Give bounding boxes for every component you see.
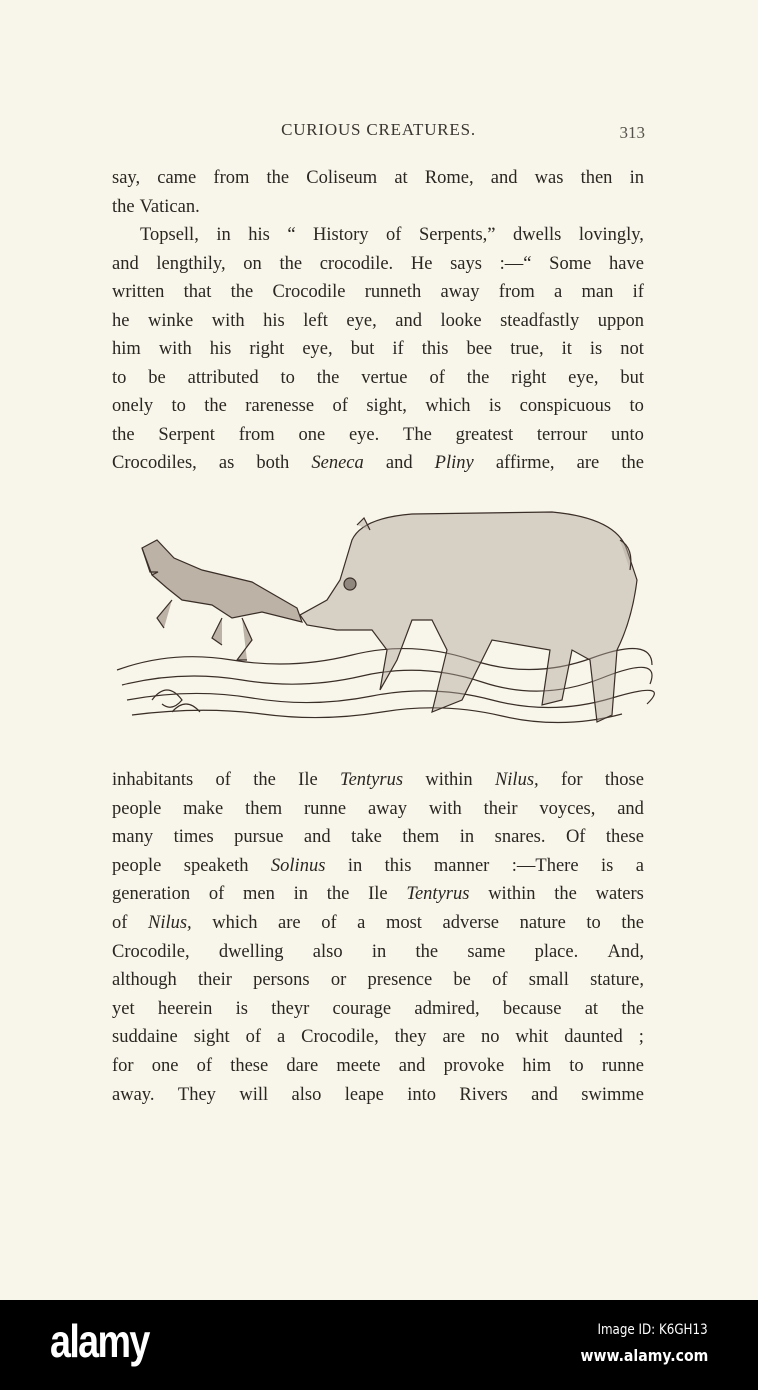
word: left bbox=[303, 310, 328, 331]
word: admired, bbox=[414, 998, 480, 1019]
text-line bbox=[112, 1025, 644, 1049]
word: people bbox=[112, 855, 162, 876]
word: a bbox=[357, 913, 366, 933]
word: of bbox=[215, 770, 231, 790]
page-number: 313 bbox=[619, 123, 645, 142]
word: says bbox=[450, 253, 482, 274]
word: dwells bbox=[513, 225, 562, 245]
word: with bbox=[211, 310, 245, 331]
word: to bbox=[171, 396, 186, 416]
word: in bbox=[216, 225, 231, 245]
italic-text: Pliny bbox=[434, 453, 474, 473]
word: his bbox=[248, 225, 270, 245]
word: written bbox=[112, 282, 165, 302]
word: one bbox=[298, 424, 326, 445]
italic-text: Tentyrus bbox=[339, 770, 404, 790]
word: away. bbox=[112, 1084, 155, 1105]
word: with bbox=[158, 339, 192, 359]
word: greatest bbox=[455, 424, 514, 445]
text-segment: and bbox=[385, 453, 413, 473]
word: take bbox=[351, 827, 382, 848]
word: :—There bbox=[511, 855, 579, 876]
word: eye, bbox=[302, 339, 333, 359]
word: bee bbox=[466, 339, 493, 359]
word: their bbox=[197, 970, 232, 991]
word: both bbox=[256, 453, 290, 473]
word: right bbox=[511, 367, 547, 388]
text-line bbox=[112, 366, 644, 390]
word: daunted bbox=[564, 1027, 623, 1048]
word: of bbox=[245, 1027, 262, 1048]
word: lovingly, bbox=[578, 225, 644, 245]
page-header bbox=[112, 120, 645, 146]
italic-text: Nilus, bbox=[147, 913, 192, 933]
word: the bbox=[279, 253, 303, 274]
word: not bbox=[620, 339, 644, 359]
text-line bbox=[112, 280, 644, 304]
word: in bbox=[293, 884, 308, 905]
word: his bbox=[209, 339, 232, 359]
word: at bbox=[584, 998, 599, 1019]
word: to bbox=[112, 367, 127, 388]
word: the bbox=[415, 941, 439, 962]
text-line bbox=[112, 1054, 644, 1078]
word: no bbox=[480, 1027, 500, 1048]
word: sight, bbox=[366, 396, 407, 416]
word: steadfastly bbox=[500, 310, 580, 331]
word: pursue bbox=[234, 827, 284, 848]
word: small bbox=[528, 970, 569, 991]
word: the bbox=[621, 913, 644, 933]
word: of bbox=[492, 970, 508, 991]
word: or bbox=[330, 970, 347, 991]
word: nature bbox=[519, 913, 566, 933]
word: many bbox=[112, 827, 154, 848]
word: Crocodile bbox=[272, 282, 346, 302]
word: in bbox=[459, 827, 475, 848]
word: He bbox=[410, 253, 433, 274]
word: that bbox=[183, 282, 212, 302]
site-url: www.alamy.com bbox=[580, 1346, 708, 1365]
word: provoke bbox=[443, 1056, 505, 1076]
word: those bbox=[604, 770, 644, 790]
running-title: CURIOUS CREATURES. bbox=[281, 120, 476, 139]
word: also bbox=[291, 1084, 322, 1105]
word: man bbox=[581, 282, 614, 302]
word: of bbox=[208, 884, 225, 905]
word: because bbox=[502, 998, 562, 1019]
word: if bbox=[632, 282, 644, 302]
text-line bbox=[112, 882, 644, 906]
word: as bbox=[218, 453, 235, 473]
word: are bbox=[278, 913, 301, 933]
italic-text: Solinus bbox=[270, 855, 326, 876]
word: although bbox=[112, 970, 177, 991]
text-line bbox=[112, 195, 644, 219]
word: make bbox=[183, 798, 224, 819]
text-segment: within bbox=[425, 770, 473, 790]
text-line bbox=[112, 797, 644, 821]
word: with bbox=[428, 798, 462, 819]
word: then bbox=[580, 168, 613, 188]
word: conspicuous bbox=[519, 396, 612, 416]
word: the bbox=[554, 884, 577, 905]
word: meete bbox=[336, 1056, 381, 1076]
woodcut-illustration-crocodile-and-bear bbox=[112, 500, 657, 740]
text-segment: of bbox=[112, 913, 128, 933]
word: is bbox=[488, 396, 502, 416]
word: winke bbox=[147, 310, 194, 331]
word: a bbox=[554, 282, 563, 302]
word: the bbox=[621, 453, 644, 473]
word: whit bbox=[515, 1027, 549, 1048]
word: times bbox=[173, 827, 214, 848]
word: the bbox=[621, 998, 644, 1019]
text-line bbox=[112, 252, 644, 276]
word: affirme, bbox=[495, 453, 555, 473]
word: their bbox=[483, 798, 518, 819]
word: the bbox=[112, 424, 135, 445]
word: Of bbox=[565, 827, 586, 848]
word: yet bbox=[112, 998, 135, 1019]
word: attributed bbox=[187, 367, 259, 388]
word: manner bbox=[433, 855, 490, 876]
text-line bbox=[112, 1083, 644, 1107]
word: of bbox=[321, 913, 337, 933]
word: onely bbox=[112, 396, 154, 416]
word: this bbox=[384, 855, 412, 876]
word: from bbox=[213, 168, 250, 188]
word: these bbox=[605, 827, 644, 848]
word: a bbox=[276, 1027, 286, 1048]
bear bbox=[300, 512, 637, 722]
word: the bbox=[326, 884, 350, 905]
text-line bbox=[112, 768, 644, 792]
crocodile bbox=[142, 540, 302, 660]
word: it bbox=[561, 339, 572, 359]
word: the bbox=[253, 770, 276, 790]
alamy-logo: alamy bbox=[50, 1315, 149, 1367]
word: “ bbox=[287, 225, 296, 245]
word: the bbox=[266, 168, 290, 188]
word: :—“ bbox=[499, 253, 532, 274]
word: adverse bbox=[442, 913, 499, 933]
word: he bbox=[112, 310, 130, 331]
word: are bbox=[576, 453, 600, 473]
word: History bbox=[313, 225, 369, 245]
word: they bbox=[394, 1027, 427, 1048]
word: vertue bbox=[361, 367, 408, 388]
word: away bbox=[367, 798, 407, 819]
word: and bbox=[395, 310, 422, 331]
word: and bbox=[531, 1084, 558, 1105]
word: his bbox=[263, 310, 285, 331]
word: people bbox=[112, 798, 162, 819]
word: speaketh bbox=[183, 855, 249, 876]
word: the bbox=[204, 396, 227, 416]
word: men bbox=[243, 884, 275, 905]
word: to bbox=[629, 396, 644, 416]
word: runne bbox=[303, 798, 347, 819]
text-line bbox=[112, 940, 644, 964]
text-line bbox=[112, 968, 644, 992]
text-line bbox=[112, 997, 644, 1021]
word: Rivers bbox=[459, 1084, 508, 1105]
word: stature, bbox=[590, 970, 644, 991]
word: of bbox=[386, 225, 402, 245]
word: was bbox=[534, 168, 564, 188]
word: Crocodile, bbox=[112, 941, 190, 962]
word: courage bbox=[332, 998, 392, 1019]
italic-text: Nilus, bbox=[494, 770, 539, 790]
word: waters bbox=[595, 884, 644, 905]
word: unto bbox=[611, 424, 644, 445]
word: to bbox=[569, 1056, 584, 1076]
word: Some bbox=[549, 253, 592, 274]
word: dwelling bbox=[218, 941, 284, 962]
word: the bbox=[316, 367, 340, 388]
word: is bbox=[600, 855, 614, 876]
word: on bbox=[243, 253, 262, 274]
word: and bbox=[617, 798, 644, 819]
word: heerein bbox=[157, 998, 213, 1019]
word: but bbox=[350, 339, 375, 359]
text-line bbox=[140, 223, 644, 247]
word: the bbox=[112, 196, 135, 217]
word: presence bbox=[367, 970, 433, 991]
word: this bbox=[421, 339, 449, 359]
word: but bbox=[620, 367, 644, 388]
word: voyces, bbox=[539, 798, 596, 819]
word: Ile bbox=[298, 770, 318, 790]
word: most bbox=[385, 913, 422, 933]
word: these bbox=[230, 1056, 269, 1076]
word: inhabitants bbox=[112, 770, 194, 790]
word: a bbox=[635, 855, 644, 876]
word: him bbox=[112, 339, 141, 359]
word: at bbox=[394, 168, 408, 188]
word: them bbox=[402, 827, 440, 848]
word: leape bbox=[344, 1084, 384, 1105]
image-id: Image ID: K6GH13 bbox=[597, 1322, 708, 1338]
word: Ile bbox=[368, 884, 388, 905]
word: Crocodile, bbox=[301, 1027, 379, 1048]
word: into bbox=[407, 1084, 436, 1105]
word: to bbox=[280, 367, 295, 388]
word: eye, bbox=[568, 367, 599, 388]
word: The bbox=[403, 424, 432, 445]
word: and bbox=[398, 1056, 426, 1076]
word: if bbox=[392, 339, 404, 359]
word: runne bbox=[601, 1056, 644, 1076]
word: within bbox=[488, 884, 536, 905]
word: of bbox=[429, 367, 445, 388]
word: for bbox=[560, 770, 583, 790]
word: which bbox=[425, 396, 471, 416]
word: is bbox=[235, 998, 248, 1019]
word: right bbox=[249, 339, 285, 359]
word: theyr bbox=[271, 998, 310, 1019]
word: and bbox=[303, 827, 331, 848]
text-line bbox=[112, 337, 644, 361]
text-line bbox=[112, 825, 644, 849]
text-line bbox=[112, 394, 644, 418]
italic-text: Tentyrus bbox=[406, 884, 470, 905]
word: looke bbox=[440, 310, 482, 331]
text-line bbox=[112, 854, 644, 878]
word: true, bbox=[510, 339, 544, 359]
word: Topsell, bbox=[140, 225, 199, 245]
word: Serpents,” bbox=[418, 225, 496, 245]
text-line bbox=[112, 423, 644, 447]
word: be bbox=[453, 970, 471, 991]
word: uppon bbox=[597, 310, 644, 331]
word: eye, bbox=[346, 310, 377, 331]
word: of bbox=[196, 1056, 213, 1076]
word: place. bbox=[534, 941, 579, 962]
word: terrour bbox=[536, 424, 588, 445]
word: rarenesse bbox=[245, 396, 315, 416]
word: ; bbox=[638, 1027, 644, 1048]
word: say, bbox=[112, 168, 141, 188]
word: Crocodiles, bbox=[112, 453, 197, 473]
word: came bbox=[157, 168, 197, 188]
word: be bbox=[148, 367, 166, 388]
word: in bbox=[347, 855, 363, 876]
watermark-bar bbox=[0, 1300, 758, 1390]
word: from bbox=[238, 424, 275, 445]
word: is bbox=[589, 339, 603, 359]
word: of bbox=[332, 396, 348, 416]
word: And, bbox=[607, 941, 644, 962]
word: have bbox=[608, 253, 644, 274]
word: the bbox=[466, 367, 490, 388]
word: lengthily, bbox=[156, 253, 226, 274]
word: them bbox=[245, 798, 283, 819]
word: swimme bbox=[581, 1084, 644, 1105]
text-line bbox=[112, 166, 644, 190]
word: generation bbox=[112, 884, 191, 905]
word: also bbox=[312, 941, 343, 962]
word: in bbox=[629, 168, 644, 188]
word: runneth bbox=[364, 282, 422, 302]
word: snares. bbox=[494, 827, 546, 848]
word: and bbox=[112, 253, 139, 274]
word: for bbox=[112, 1056, 134, 1076]
word: from bbox=[498, 282, 535, 302]
word: are bbox=[442, 1027, 466, 1048]
word: sight bbox=[193, 1027, 230, 1048]
italic-text: Seneca bbox=[311, 453, 364, 473]
word: and bbox=[490, 168, 518, 188]
word: same bbox=[467, 941, 506, 962]
word: suddaine bbox=[112, 1027, 178, 1048]
word: crocodile. bbox=[319, 253, 394, 274]
text-line bbox=[112, 309, 644, 333]
word: Rome, bbox=[424, 168, 474, 188]
word: one bbox=[151, 1056, 179, 1076]
word: the bbox=[230, 282, 254, 302]
word: him bbox=[522, 1056, 552, 1076]
word: to bbox=[586, 913, 601, 933]
word: will bbox=[239, 1084, 269, 1105]
word: in bbox=[371, 941, 387, 962]
word: persons bbox=[253, 970, 310, 991]
word: which bbox=[212, 913, 258, 933]
text-line bbox=[112, 911, 644, 935]
word: away bbox=[440, 282, 480, 302]
word: They bbox=[177, 1084, 216, 1105]
word: dare bbox=[286, 1056, 319, 1076]
word: Serpent bbox=[158, 424, 215, 445]
text-line bbox=[112, 451, 644, 475]
word: Vatican. bbox=[139, 196, 200, 217]
word: Coliseum bbox=[306, 168, 378, 188]
word: eye. bbox=[348, 424, 380, 445]
